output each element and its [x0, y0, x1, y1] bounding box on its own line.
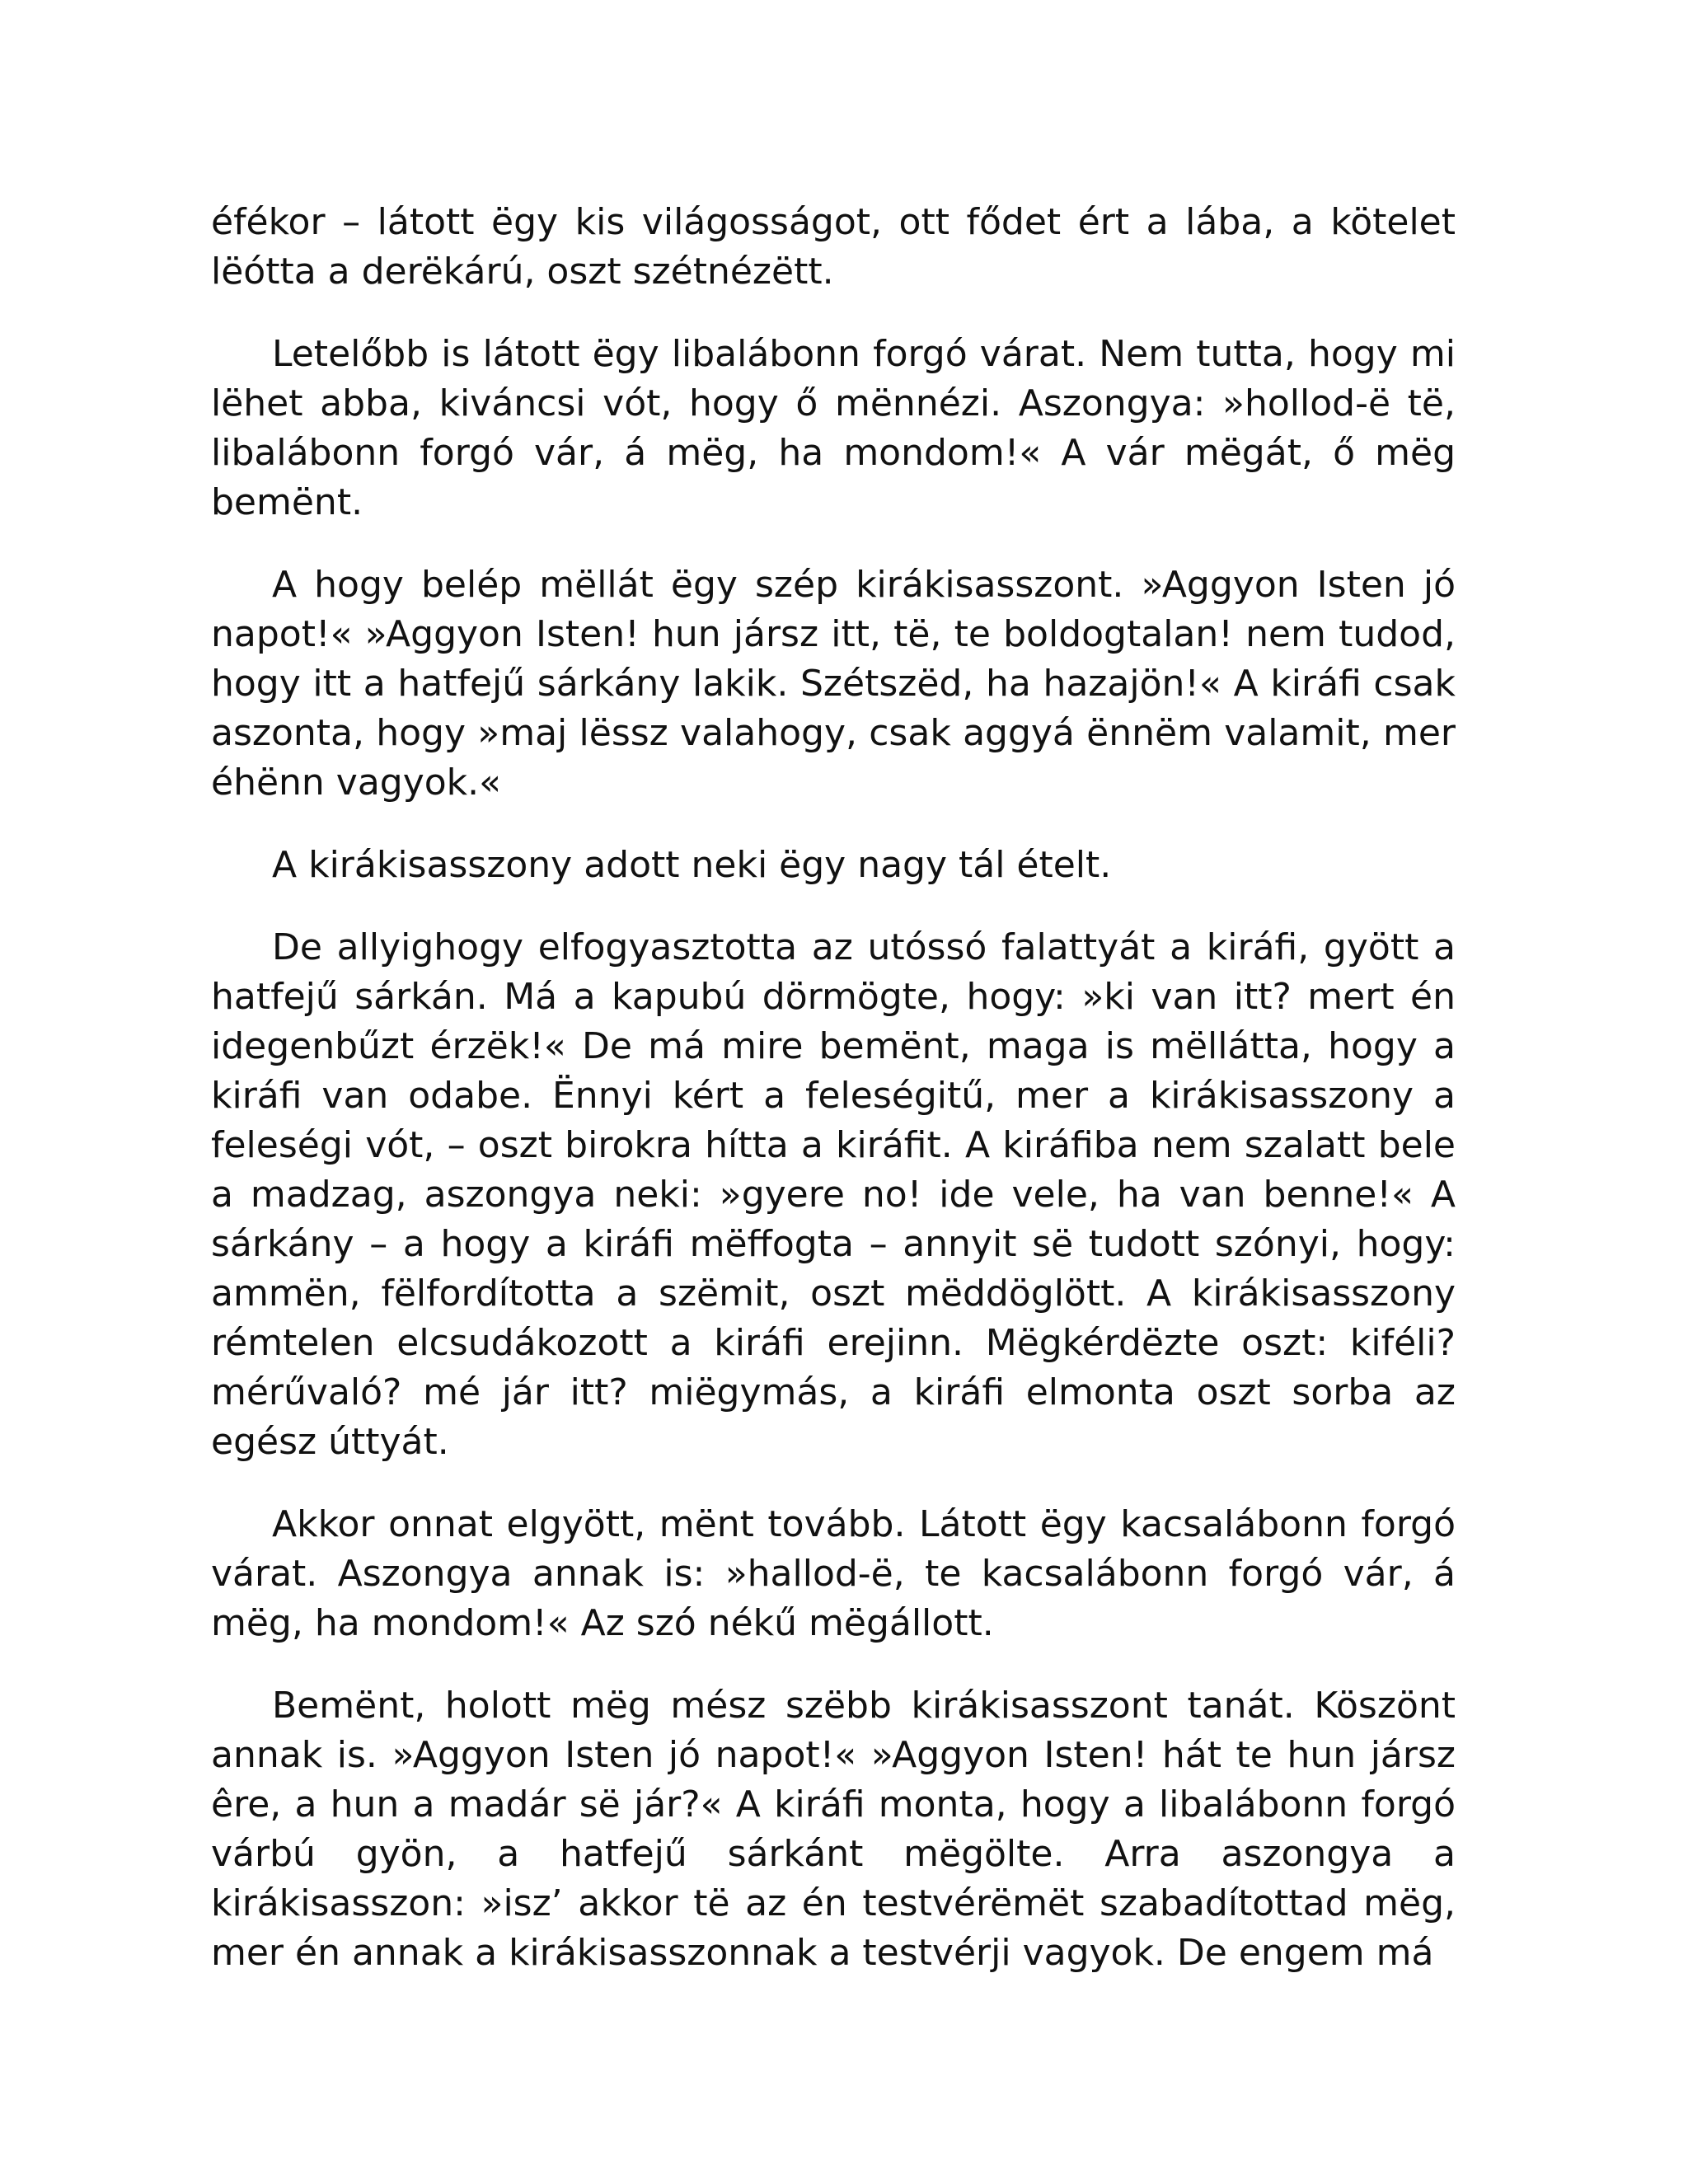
paragraph-3: A hogy belép mëllát ëgy szép kirákisasszont. »Aggyon Isten jó napot!« »Aggyon Isten! hun jársz itt, të, te boldogtalan! nem tudod, hogy itt a hatfejű sárkány lakik. Szétszëd, ha hazajön!« A kiráfi csak aszonta, hogy »maj lëssz valahogy, csak aggyá ënnëm valamit, mer éhënn vagyok.«: [211, 564, 1456, 804]
paragraph-7: Bemënt, holott mëg mész szëbb kirákisasszont tanát. Köszönt annak is. »Aggyon Isten jó napot!« »Aggyon Isten! hát te hun jársz êre, a hun a madár së jár?« A kiráfi monta, hogy a libalábonn forgó várbú gyön, a hatfejű sárkánt mëgölte. Arra aszongya a kirákisasszon: »isz’ akkor të az én testvérëmët szabadítottad mëg, mer én annak a kirákisasszonnak a testvérji vagyok. De engem má: [211, 1685, 1456, 1974]
paragraph-1: éfékor – látott ëgy kis világosságot, ott fődet ért a lába, a kötelet lëótta a derëkárú, oszt szétnézëtt.: [211, 201, 1456, 293]
paragraph-6: Akkor onnat elgyött, mënt tovább. Látott ëgy kacsalábonn forgó várat. Aszongya annak is: »hallod-ë, te kacsalábonn forgó vár, á mëg, ha mondom!« Az szó nékű mëgállott.: [211, 1503, 1456, 1644]
document-page: [211, 198, 1456, 2011]
paragraph-4: A kirákisasszony adott neki ëgy nagy tál ételt.: [272, 844, 1112, 886]
paragraph-2: Letelőbb is látott ëgy libalábonn forgó várat. Nem tutta, hogy mi lëhet abba, kiváncsi vót, hogy ő mënnézi. Aszongya: »hollod-ë të, libalábonn forgó vár, á mëg, ha mondom!« A vár mëgát, ő mëg bemënt.: [211, 333, 1456, 523]
paragraph-5: De allyighogy elfogyasztotta az utóssó falattyát a kiráfi, gyött a hatfejű sárkán. Má a kapubú dörmögte, hogy: »ki van itt? mert én idegenbűzt érzëk!« De má mire bemënt, maga is mëllátta, hogy a kiráfi van odabe. Ënnyi kért a feleségitű, mer a kirákisasszony a feleségi vót, – oszt birokra hítta a kiráfit. A kiráfiba nem szalatt bele a madzag, aszongya neki: »gyere no! ide vele, ha van benne!« A sárkány – a hogy a kiráfi mëffogta – annyit së tudott szónyi, hogy: ammën, fëlfordította a szëmit, oszt mëddöglött. A kirákisasszony rémtelen elcsudákozott a kiráfi erejinn. Mëgkérdëzte oszt: kiféli? mérűvaló? mé jár itt? miëgymás, a kiráfi elmonta oszt sorba az egész úttyát.: [211, 926, 1456, 1463]
